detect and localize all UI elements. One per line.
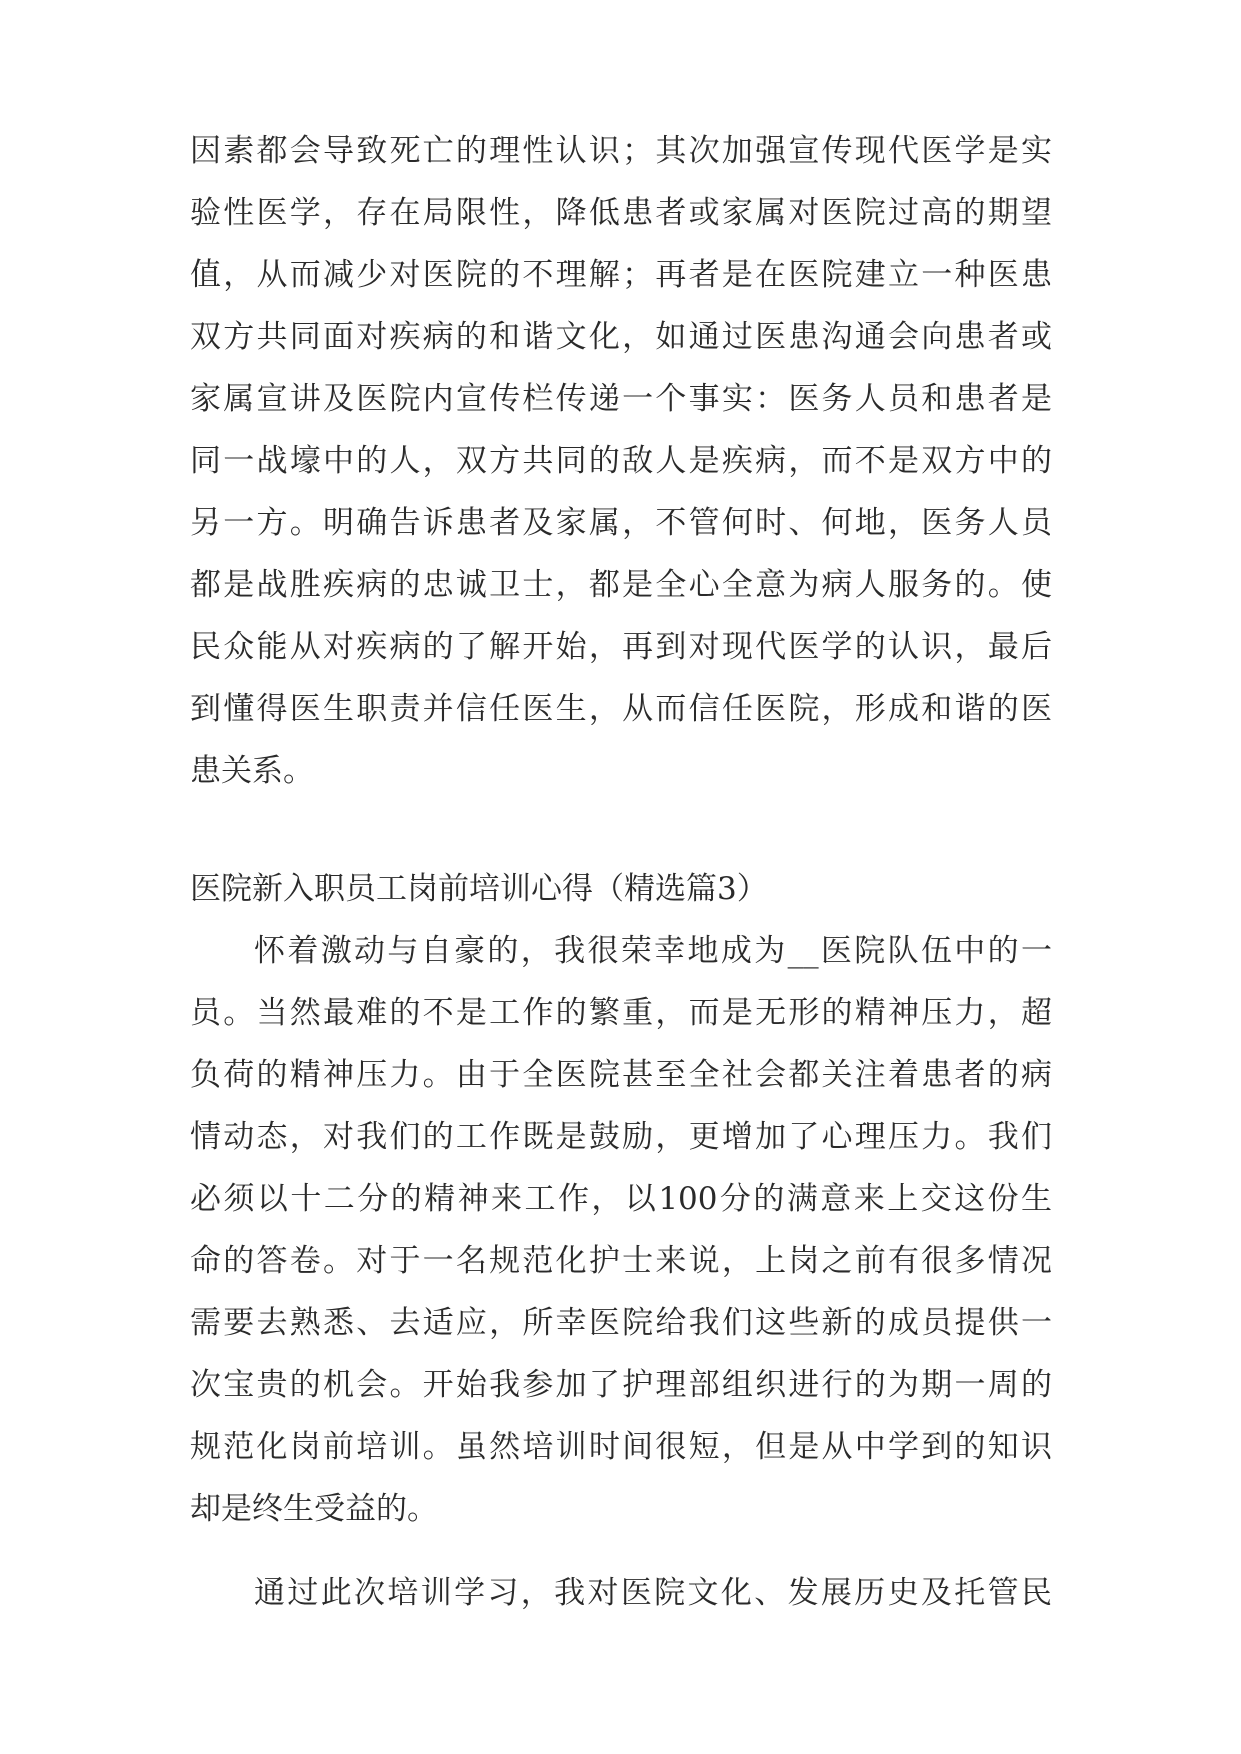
paragraph-2-line-4: 情动态，对我们的工作既是鼓励，更增加了心理压力。我们 (190, 1118, 1052, 1155)
paragraph-1-line-8: 都是战胜疾病的忠诚卫士，都是全心全意为病人服务的。使 (190, 567, 1052, 603)
paragraph-1-line-9: 民众能从对疾病的了解开始，再到对现代医学的认识，最后 (190, 629, 1052, 665)
paragraph-2-line-10: 却是终生受益的。 (190, 1490, 438, 1527)
paragraph-2-line-8: 次宝贵的机会。开始我参加了护理部组织进行的为期一周的 (190, 1366, 1052, 1403)
paragraph-1-line-4: 双方共同面对疾病的和谐文化，如通过医患沟通会向患者或 (190, 319, 1052, 355)
paragraph-1-line-2: 验性医学，存在局限性，降低患者或家属对医院过高的期望 (190, 195, 1052, 231)
paragraph-1-line-5: 家属宣讲及医院内宣传栏传递一个事实：医务人员和患者是 (190, 381, 1052, 417)
paragraph-2-line-6: 命的答卷。对于一名规范化护士来说，上岗之前有很多情况 (190, 1242, 1052, 1279)
paragraph-3-line-1: 通过此次培训学习，我对医院文化、发展历史及托管民 (254, 1574, 1052, 1611)
paragraph-2-line-7: 需要去熟悉、去适应，所幸医院给我们这些新的成员提供一 (190, 1304, 1052, 1341)
paragraph-1-line-1: 因素都会导致死亡的理性认识；其次加强宣传现代医学是实 (190, 133, 1052, 169)
paragraph-1-line-6: 同一战壕中的人，双方共同的敌人是疾病，而不是双方中的 (190, 443, 1052, 479)
section-heading: 医院新入职员工岗前培训心得（精选篇3） (190, 870, 768, 907)
paragraph-1-line-3: 值，从而减少对医院的不理解；再者是在医院建立一种医患 (190, 257, 1052, 293)
paragraph-2-line-3: 负荷的精神压力。由于全医院甚至全社会都关注着患者的病 (190, 1056, 1052, 1093)
paragraph-2-line-2: 员。当然最难的不是工作的繁重，而是无形的精神压力，超 (190, 994, 1052, 1031)
paragraph-1-line-10: 到懂得医生职责并信任医生，从而信任医院，形成和谐的医 (190, 691, 1052, 727)
paragraph-1-line-11: 患关系。 (190, 753, 314, 789)
paragraph-2-line-1: 怀着激动与自豪的，我很荣幸地成为__医院队伍中的一 (254, 932, 1052, 969)
paragraph-2-line-9: 规范化岗前培训。虽然培训时间很短，但是从中学到的知识 (190, 1428, 1052, 1465)
paragraph-1-line-7: 另一方。明确告诉患者及家属，不管何时、何地，医务人员 (190, 505, 1052, 541)
paragraph-2-line-5: 必须以十二分的精神来工作，以100分的满意来上交这份生 (190, 1180, 1052, 1217)
